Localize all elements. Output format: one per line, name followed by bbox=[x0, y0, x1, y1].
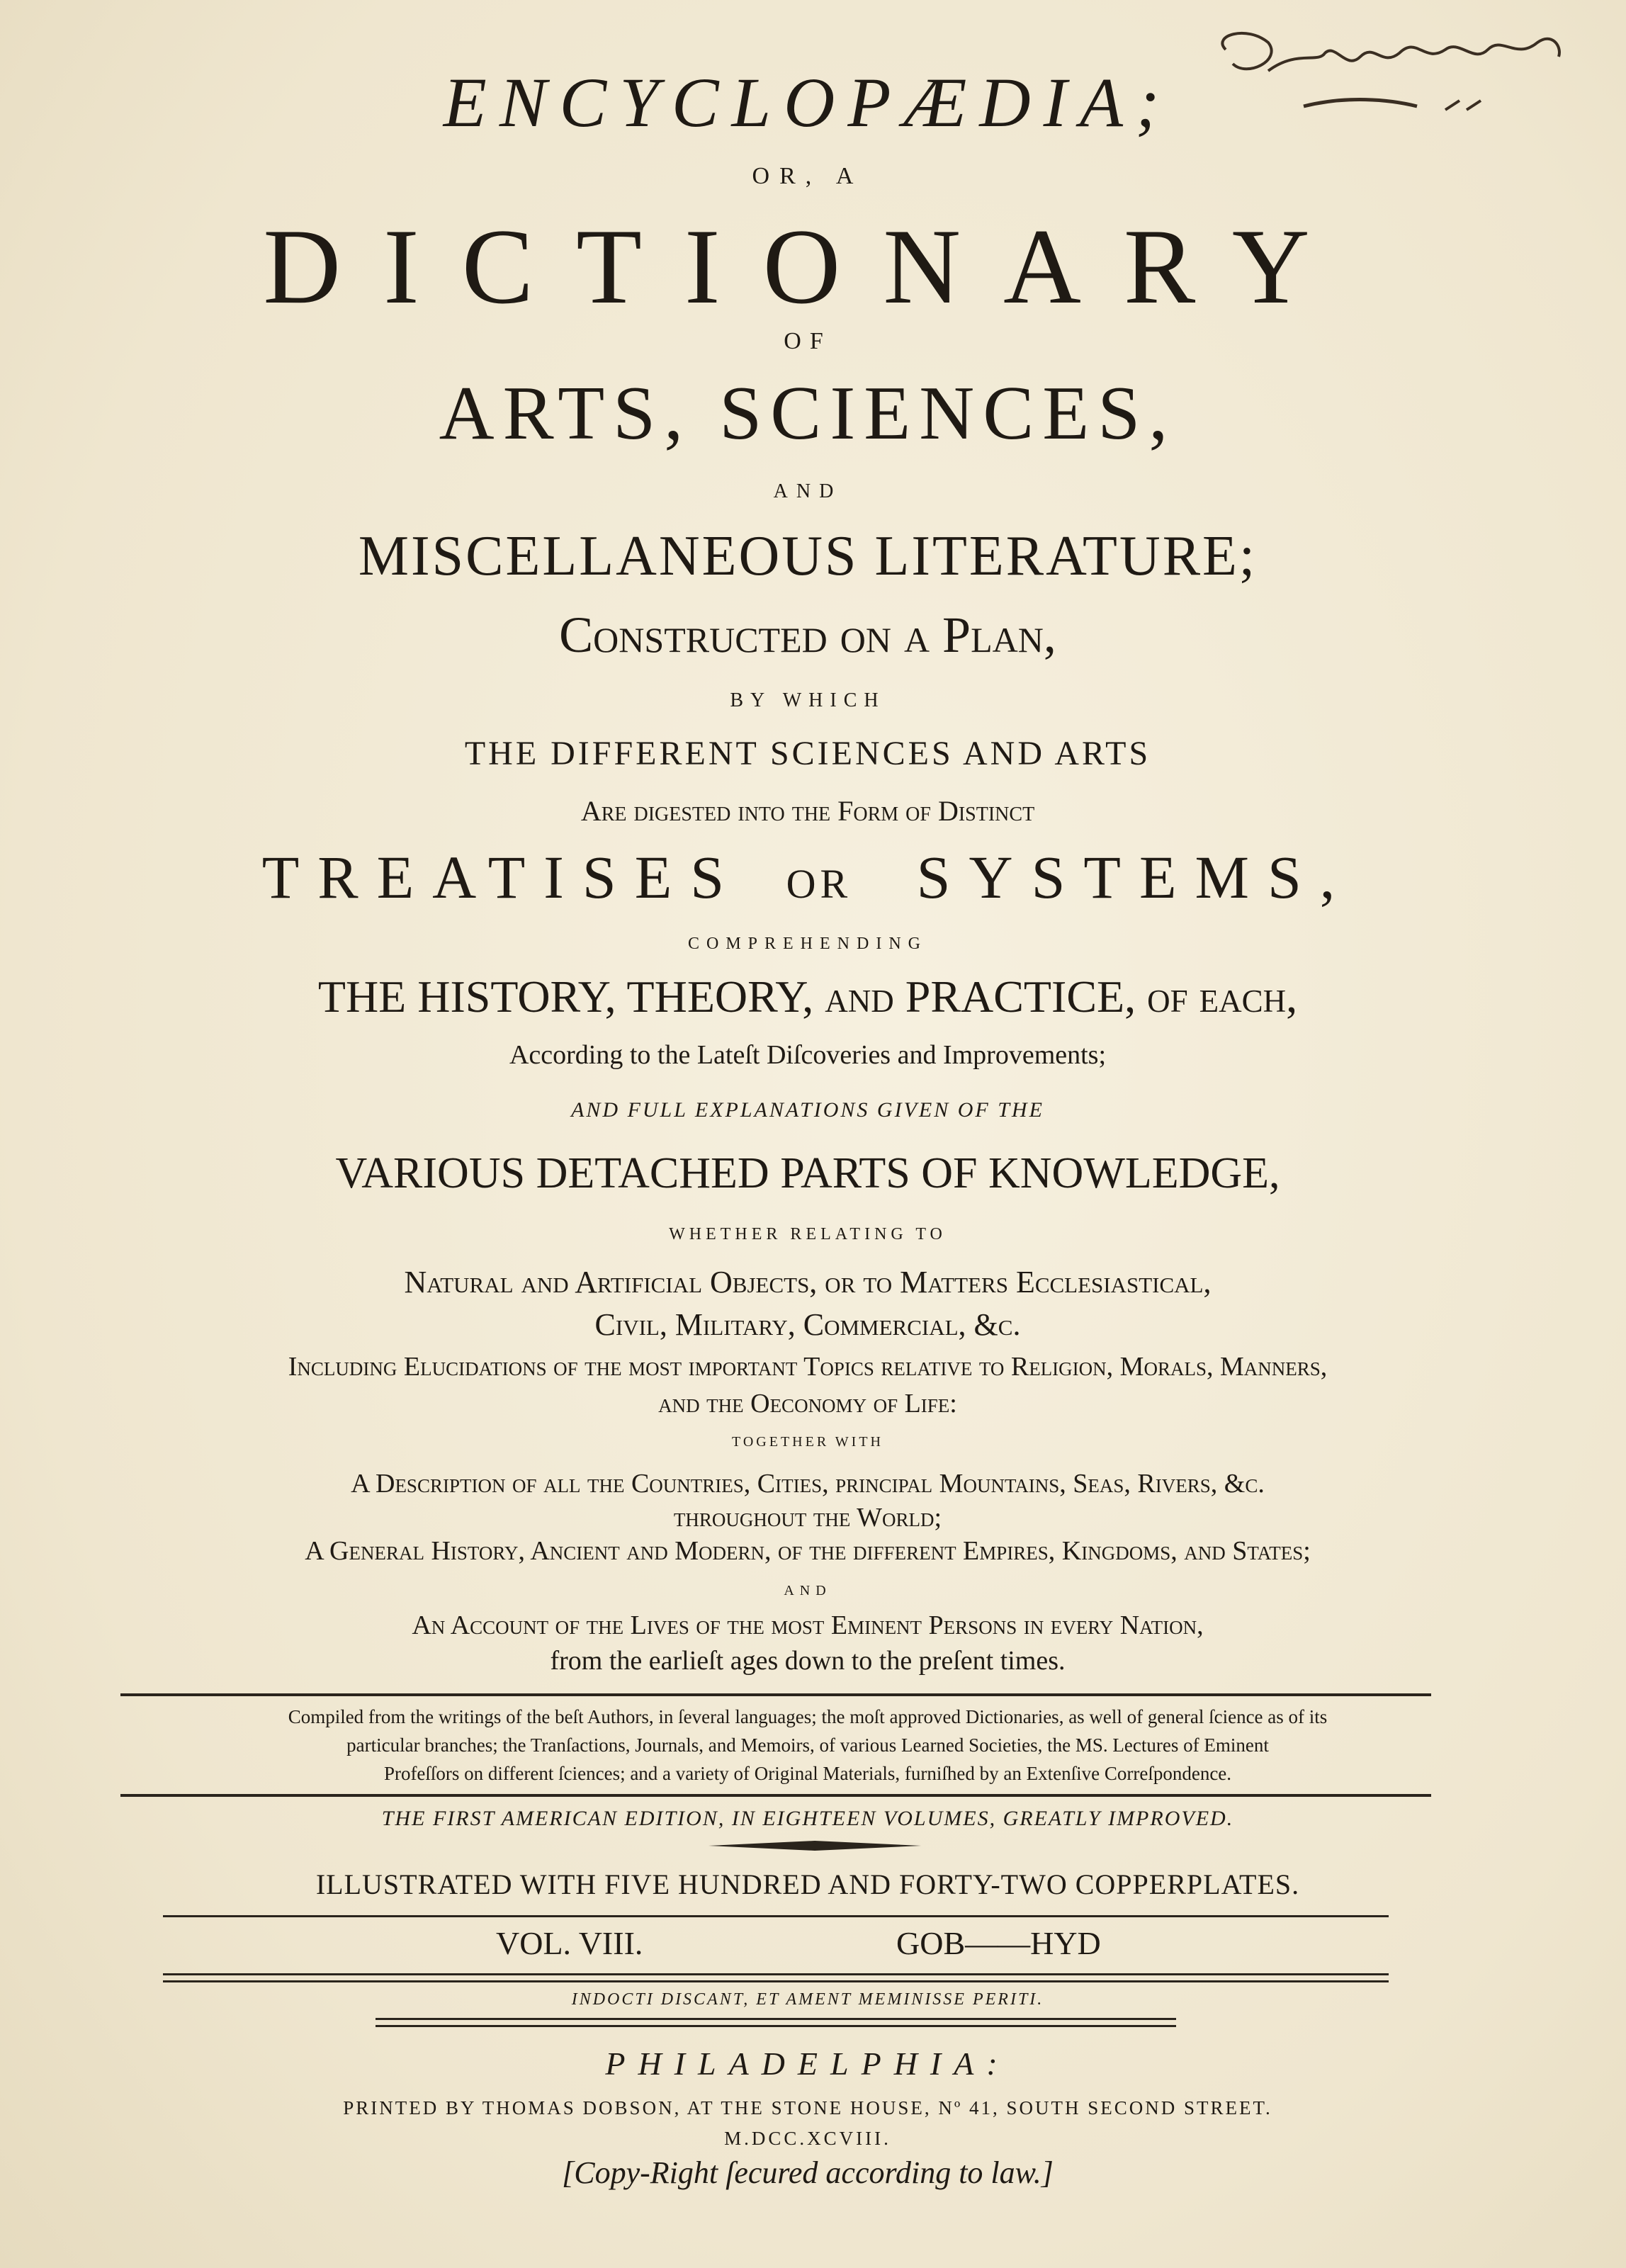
edition-text: THE FIRST AMERICAN EDITION, IN EIGHTEEN VOLUMES, GREATLY IMPROVED. bbox=[381, 1807, 1234, 1830]
title-or-a: OR, A bbox=[752, 163, 864, 189]
title-history-theory: THE HISTORY, THEORY, and PRACTICE, of each, bbox=[317, 971, 1298, 1022]
imprint-copyright: [Copy-Right ſecured according to law.] bbox=[562, 2155, 1054, 2190]
rule-2 bbox=[120, 1794, 1431, 1797]
rule-6 bbox=[376, 2018, 1176, 2020]
title-dictionary: DICTIONARY bbox=[263, 207, 1353, 326]
title-full-explanations: AND FULL EXPLANATIONS GIVEN OF THE bbox=[571, 1098, 1044, 1122]
title-or: OR bbox=[786, 861, 852, 907]
rule-4 bbox=[163, 1973, 1389, 1975]
motto-text: INDOCTI DISCANT, ET AMENT MEMINISSE PERITI. bbox=[571, 1990, 1044, 2009]
title-including: Including Elucidations of the moſt important Topics relative to Religion, Morals, Manners, bbox=[288, 1352, 1328, 1382]
title-oeconomy: and the Oeconomy of Life: bbox=[658, 1389, 957, 1418]
rule-7 bbox=[376, 2025, 1176, 2027]
title-treatises: TREATISES bbox=[261, 843, 743, 911]
title-together-with: TOGETHER WITH bbox=[731, 1434, 883, 1450]
title-digested: Are digeſted into the Form of Diſtinct bbox=[580, 795, 1035, 827]
title-treatises-systems bbox=[113, 843, 1502, 911]
title-natural: Natural and Artificial Objects, or to Matters Ecclesiastical, bbox=[404, 1265, 1212, 1299]
title-comprehending: COMPREHENDING bbox=[687, 935, 927, 953]
title-whether: WHETHER RELATING TO bbox=[669, 1225, 947, 1243]
title-according: According to the Lateſt Diſcoveries and Improvements; bbox=[509, 1040, 1107, 1070]
imprint-year: M.DCC.XCVIII. bbox=[724, 2128, 891, 2149]
title-civil: Civil, Military, Commercial, &c. bbox=[594, 1307, 1021, 1342]
rule-5 bbox=[163, 1980, 1389, 1982]
volume-number: VOL. VIII. bbox=[496, 1925, 643, 1961]
rule-1 bbox=[120, 1693, 1431, 1696]
title-general-history: A General History, Ancient and Modern, of the different Empires, Kingdoms, and States; bbox=[305, 1536, 1311, 1566]
title-of: OF bbox=[784, 328, 832, 354]
title-arts-sciences: ARTS, SCIENCES, bbox=[439, 371, 1177, 456]
title-and-2: AND bbox=[784, 1583, 832, 1598]
title-systems: SYSTEMS, bbox=[916, 843, 1354, 911]
volume-range: GOB——HYD bbox=[896, 1925, 1101, 1961]
compiled-line-1: Compiled from the writings of the beſt Authors, in ſeveral languages; the moſt approved Dictionaries, as well of general ſcience as of its bbox=[288, 1706, 1328, 1727]
ornamental-rule bbox=[708, 1841, 921, 1851]
title-by-which: BY WHICH bbox=[730, 689, 886, 711]
title-various: VARIOUS DETACHED PARTS OF KNOWLEDGE, bbox=[335, 1149, 1280, 1197]
imprint-city: PHILADELPHIA: bbox=[605, 2046, 1010, 2082]
title-misc-literature: MISCELLANEOUS LITERATURE; bbox=[358, 525, 1258, 587]
title-earliest: from the earlieſt ages down to the preſent times. bbox=[550, 1646, 1066, 1676]
title-different-sciences: THE DIFFERENT SCIENCES AND ARTS bbox=[464, 735, 1151, 772]
title-constructed: Conſtructed on a Plan, bbox=[559, 607, 1056, 663]
title-account: An Account of the Lives of the moſt Eminent Perſons in every Nation, bbox=[412, 1610, 1204, 1640]
compiled-line-3: Profeſſors on different ſciences; and a variety of Original Materials, furniſhed by an Extenſive Correſpondence. bbox=[383, 1763, 1232, 1784]
compiled-line-2: particular branches; the Tranſactions, Journals, and Memoirs, of various Learned Societies, the MS. Lectures of Eminent bbox=[346, 1734, 1269, 1756]
title-description: A Description of all the Countries, Cities, principal Mountains, Seas, Rivers, &c. bbox=[351, 1469, 1265, 1499]
title-encyclopaedia: ENCYCLOPÆDIA; bbox=[443, 63, 1173, 142]
rule-3 bbox=[163, 1915, 1389, 1917]
title-and: AND bbox=[773, 480, 842, 502]
imprint-printer: PRINTED BY THOMAS DOBSON, AT THE STONE HOUSE, Nº 41, SOUTH SECOND STREET. bbox=[343, 2097, 1272, 2119]
illustrated-text: ILLUSTRATED WITH FIVE HUNDRED AND FORTY-TWO COPPERPLATES. bbox=[315, 1868, 1300, 1900]
title-throughout: throughout the World; bbox=[673, 1503, 942, 1533]
